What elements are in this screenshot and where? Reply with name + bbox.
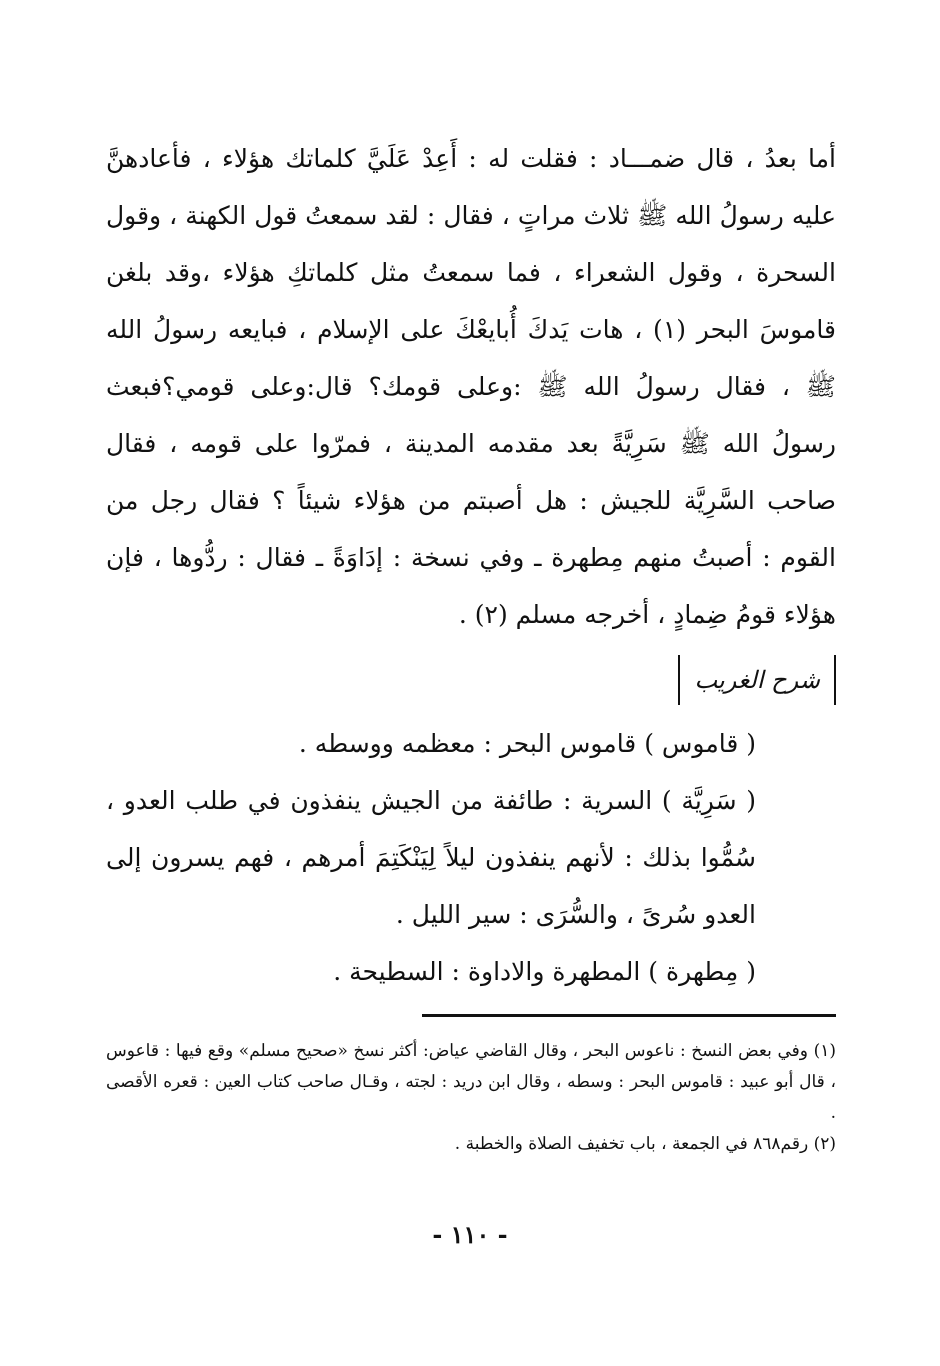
gloss-qamus: ( قاموس ) قاموس البحر : معظمه ووسطه . xyxy=(298,729,756,758)
footnotes xyxy=(106,1036,836,1160)
glossary-heading-row xyxy=(106,651,836,705)
gloss-sariyya: ( سَرِيَّة ) السرية : طائفة من الجيش ينفذون في طلب العدو ، سُمُّوا بذلك : لأنهم ينفذون ليلاً لِيَنْكَتِمَ أمرهم ، فهم يسرون إلى العدو سُرىً ، والسُّرَى : سير الليل . xyxy=(106,786,756,929)
page-number: - ١١٠ - xyxy=(432,1220,508,1249)
glossary-heading: شرح الغريب xyxy=(678,655,836,705)
gloss-mithara: ( مِطهرة ) المطهرة والاداوة : السطيحة . xyxy=(333,957,756,986)
footnote-1: (١) وفي بعض النسخ : ناعوس البحر ، وقال القاضي عياض: أكثر نسخ «صحيح مسلم» وقع فيها : قاعوس ، قال أبو عبيد : قاموس البحر : وسطه ، وقال ابن دريد : لجته ، وقـال صاحب كتاب العين : قعره الأقصى . xyxy=(106,1041,836,1123)
footnote-separator xyxy=(422,1014,836,1017)
main-text xyxy=(106,130,836,1000)
footnote-2: (٢) رقم٨٦٨ في الجمعة ، باب تخفيف الصلاة والخطبة . xyxy=(454,1134,836,1154)
hadith-paragraph: أما بعدُ ، قال ضمـــاد : فقلت له : أَعِدْ عَلَيَّ كلماتك هؤلاء ، فأعادهنَّ عليه رسولُ الله ﷺ ثلاث مراتٍ ، فقال : لقد سمعتُ قول الكهنة ، وقول السحرة ، وقول الشعراء ، فما سمعتُ مثل كلماتكِ هؤلاء ،وقد بلغن قاموسَ البحر (١) ، هات يَدكَ أُبايعْكَ على الإسلام ، فبايعه رسولُ الله ﷺ ، فقال رسولُ الله ﷺ :وعلى قومك؟ قال:وعلى قومي؟فبعث رسولُ الله ﷺ سَرِيَّةً بعد مقدمه المدينة ، فمرّوا على قومه ، فقال صاحب السَّرِيَّة للجيش : هل أصبتم من هؤلاء شيئاً ؟ فقال رجل من القوم : أصبتُ منهم مِطهرة ـ وفي نسخة : إدَاوَةً ـ فقال : ردُّوها ، فإن هؤلاء قومُ ضِمادٍ ، أخرجه مسلم (٢) . xyxy=(106,144,836,629)
